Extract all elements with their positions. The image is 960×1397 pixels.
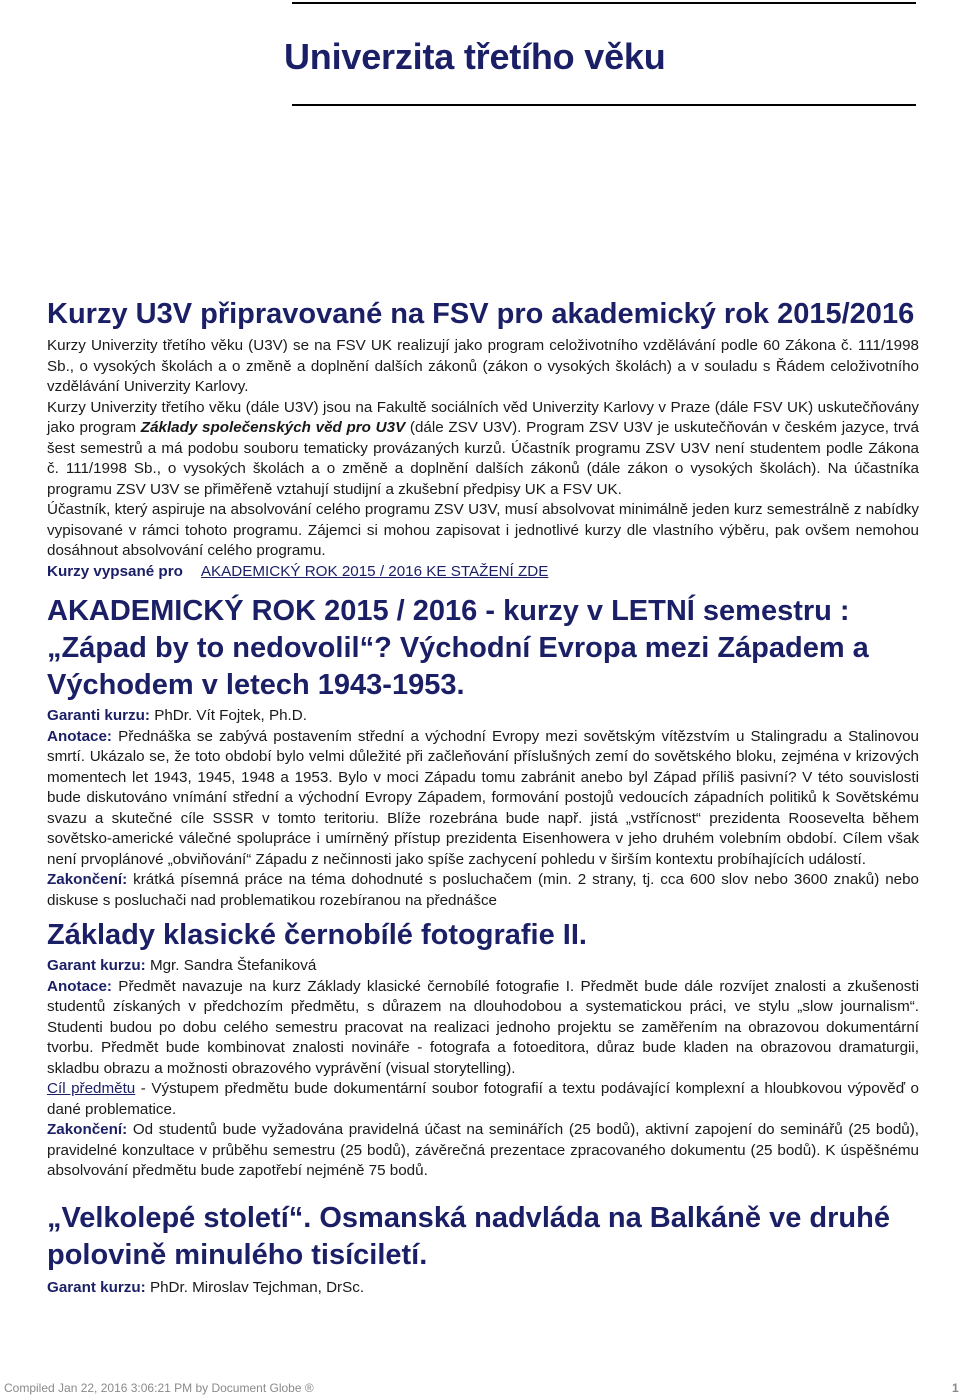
course3-guarantor (47, 1278, 919, 1299)
download-link[interactable]: AKADEMICKÝ ROK 2015 / 2016 KE STAŽENÍ ZDE (200, 562, 549, 580)
intro-paragraph-3: Účastník, který aspiruje na absolvování celého programu ZSV U3V, musí absolvovat minimálně jeden kurz semestrálně z nabídky vypisované v rámci tohoto programu. Zájemci si mohou zapisovat i jednotlivé kurzy dle vlastního výběru, pak ovšem nemohou dosáhnout absolvování celého programu. (47, 501, 919, 559)
course2-goal (47, 1079, 919, 1120)
course2-title: Základy klasické černobílé fotografie II. (47, 919, 587, 951)
title-rule (292, 104, 916, 106)
course2-conclusion-text: Od studentů bude vyžadována pravidelná účast na seminářích (25 bodů), aktivní zapojení do seminářů (25 bodů), pravidelné konzultace v průběhu semestru (25 bodů), závěrečná prezentace zpracovaného dokumentu (25 bodů). K úspěšnému absolvování předmětu bude zapotřebí nejméně 75 bodů. (47, 1121, 919, 1179)
course1-conclusion-text: krátká písemná práce na téma dohodnuté s posluchačem (min. 2 strany, tj. cca 600 slov nebo 3600 znaků) nebo diskuse s posluchači nad problematikou rozebíranou na přednášce (47, 871, 919, 909)
course1-annotation (47, 727, 919, 871)
top-rule (292, 2, 916, 4)
intro-paragraph-1: Kurzy Univerzity třetího věku (U3V) se na FSV UK realizují jako program celoživotního vzdělávání podle 60 Zákona č. 111/1998 Sb., o vysokých školách a o změně a doplnění dalších zákonů (zákon o vysokých školách) a v souladu s Řádem celoživotního vzdělávání Univerzity Karlovy. (47, 337, 919, 395)
page-number: 1 (952, 1381, 959, 1395)
intro-p2-start: Kurzy Univerzity třetího věku (dále U3V) jsou na Fakultě sociálních věd Univerzity Karlovy v Praze (dále FSV UK) uskutečňovány jako program (47, 398, 919, 436)
course2-goal-label: Cíl předmětu (47, 1080, 136, 1097)
course1-conclusion (47, 870, 919, 911)
courses-line (47, 562, 919, 583)
course1-annotation-text: Přednáška se zabývá postavením střední a východní Evropy mezi sovětským vítězstvím u Stalingradu a Stalinovou smrtí. Ukázalo se, že toto období bylo velmi důležité při začleňování příslušných zemí do sovětského bloku, zejména v krizových momentech let 1943, 1945, 1948 a 1953. Bylo v moci Západu tomu zabránit anebo byl Západ příliš pasivní? V této souvislosti bude diskutováno vnímání střední a východní Evropy Západem, formování postojů vedoucích západních politiků k Sovětskému svazu a skutečné cíle SSSR v tomto teritoriu. Blíže rozebrána bude např. jistá „vstřícnost“ prezidenta Roosevelta během sovětsko-americké válečné spolupráce i umírněný přístup prezidenta Eisenhowera v jeho druhém volebním období. Cílem však není prvoplánové „obviňování“ Západu z nečinnosti jako spíše zachycení pohledu v širším kontextu probíhajících událostí. (47, 727, 919, 868)
courses-label: Kurzy vypsané pro (47, 562, 183, 580)
course1-annotation-label: Anotace: (47, 727, 112, 745)
course2-guarantor-label: Garant kurzu: (47, 957, 146, 974)
document-body (47, 296, 919, 1298)
course1-title: „Západ by to nedovolil“? Východní Evropa mezi Západem a Východem v letech 1943-1953. (47, 632, 869, 701)
course2-annotation-label: Anotace: (47, 977, 112, 995)
course2-annotation (47, 977, 919, 1080)
course2-conclusion (47, 1120, 919, 1182)
course3-title: „Velkolepé století“. Osmanská nadvláda na Balkáně ve druhé polovině minulého tisíciletí. (47, 1201, 890, 1271)
course1-guarantor (47, 706, 919, 727)
course2-guarantor-name: Mgr. Sandra Štefaniková (145, 957, 317, 974)
course2-conclusion-label: Zakončení: (47, 1121, 128, 1138)
intro-heading: Kurzy U3V připravované na FSV pro akademický rok 2015/2016 (47, 298, 915, 330)
intro-p2-end: (dále ZSV U3V). Program ZSV U3V je uskutečňován v českém jazyce, trvá šest semestrů a má podobu souboru tematicky provázaných kurzů. Účastník programu ZSV U3V není studentem podle Zákona č. 111/1998 Sb., o vysokých školách a o změně a doplnění dalších zákonů (dále zákon o vysokých školách). Na účastníka programu ZSV U3V se přiměřeně vztahují studijní a zkušební předpisy UK a FSV UK. (47, 419, 919, 498)
intro-paragraph-2 (47, 398, 919, 501)
page-title: Univerzita třetího věku (284, 36, 666, 77)
course1-conclusion-label: Zakončení: (47, 871, 128, 888)
course3-guarantor-label: Garant kurzu: (47, 1278, 146, 1296)
course1-guarantor-label: Garanti kurzu: (47, 707, 150, 724)
course2-guarantor (47, 956, 919, 977)
semester-heading: AKADEMICKÝ ROK 2015 / 2016 - kurzy v LETNÍ semestru : (47, 595, 850, 627)
course2-annotation-text: Předmět navazuje na kurz Základy klasické černobílé fotografie I. Předmět bude dále rozvíjet znalosti a zkušenosti studentů získaných v předchozím předmětu, s důrazem na dlouhodobou a systematickou práci, ve stylu „slow journalism“. Studenti budou po dobu celého semestru pracovat na realizaci jednoho projektu se zaměřením na obrazovou dokumentární tvorbu. Předmět bude kombinovat znalosti novináře - fotografa a fotoeditora, důraz bude kladen na obrazovou dramaturgii, skladbu obrazu a možnosti obrazového vyprávění (visual storytelling). (47, 977, 919, 1077)
compiled-footer: Compiled Jan 22, 2016 3:06:21 PM by Document Globe ® (4, 1381, 314, 1395)
program-name: Základy společenských věd pro U3V (140, 419, 406, 436)
course1-guarantor-name: PhDr. Vít Fojtek, Ph.D. (149, 707, 307, 724)
course2-goal-text: - Výstupem předmětu bude dokumentární soubor fotografií a textu podávající komplexní a hloubkovou výpověď o dané problematice. (47, 1080, 920, 1118)
course3-guarantor-name: PhDr. Miroslav Tejchman, DrSc. (145, 1278, 365, 1296)
